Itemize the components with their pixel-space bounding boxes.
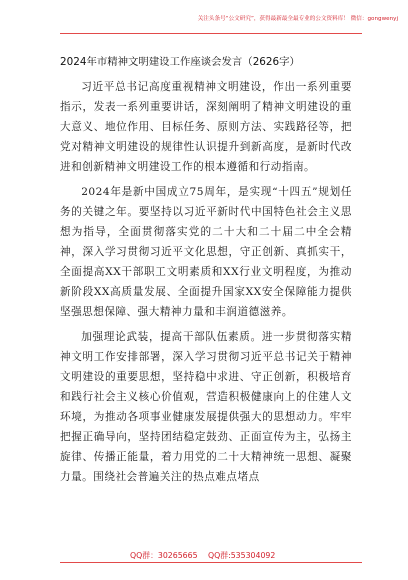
paragraph-1: 习近平总书记高度重视精神文明建设，作出一系列重要指示，发表一系列重要讲话，深刻阐明了精神文明建设的重大意义、地位作用、目标任务、原则方法、实践路径等，把党对精神文明建设的规律性认识提升到新高度，是新时代改进和创新精神文明建设工作的根本遵循和行动指南。 <box>60 81 352 173</box>
paragraph-3: 加强理论武装，提高干部队伍素质。进一步贯彻落实精神文明工作安排部署，深入学习贯彻习近平总书记关于精神文明建设的重要思想，坚持稳中求进、守正创新，积极培育和践行社会主义核心价值观，营造积极健康向上的住建人文环境，为推动各项事业健康发展提供强大的思想动力。牢牢把握正确导向，坚持团结稳定鼓劲、正面宣传为主，弘扬主旋律、传播正能量，着力用党的二十大精神统一思想、凝聚力量。围绕社会普遍关注的热点难点堵点 <box>60 331 352 483</box>
footer-qq-group-2: QQ群:535304092 <box>208 551 276 560</box>
page-title: 2024年市精神文明建设工作座谈会发言（2626字） <box>60 56 300 68</box>
paragraph-2: 2024年是新中国成立75周年，是实现“十四五”规划任务的关键之年。要坚持以习近平新时代中国特色社会主义思想为指导，全面贯彻落实党的二十大和二十届二中全会精神，深入学习贯彻习近平文化思想，守正创新、真抓实干，全面提高XX干部职工文明素质和XX行业文明程度，为推动新阶段XX高质量发展、全面提升国家XX安全保障能力提供坚强思想保障、强大精神力量和丰润道德滋养。 <box>60 186 352 318</box>
header-divider <box>60 33 362 34</box>
footer-divider <box>60 562 362 563</box>
document-body <box>60 77 352 492</box>
footer-qq-group-1: QQ群：30265665 <box>130 551 198 560</box>
header-promo: 关注头条号“公文研究”，获得最新最全最专业的公文资料库！ 微信：gongwenyj <box>197 16 398 22</box>
